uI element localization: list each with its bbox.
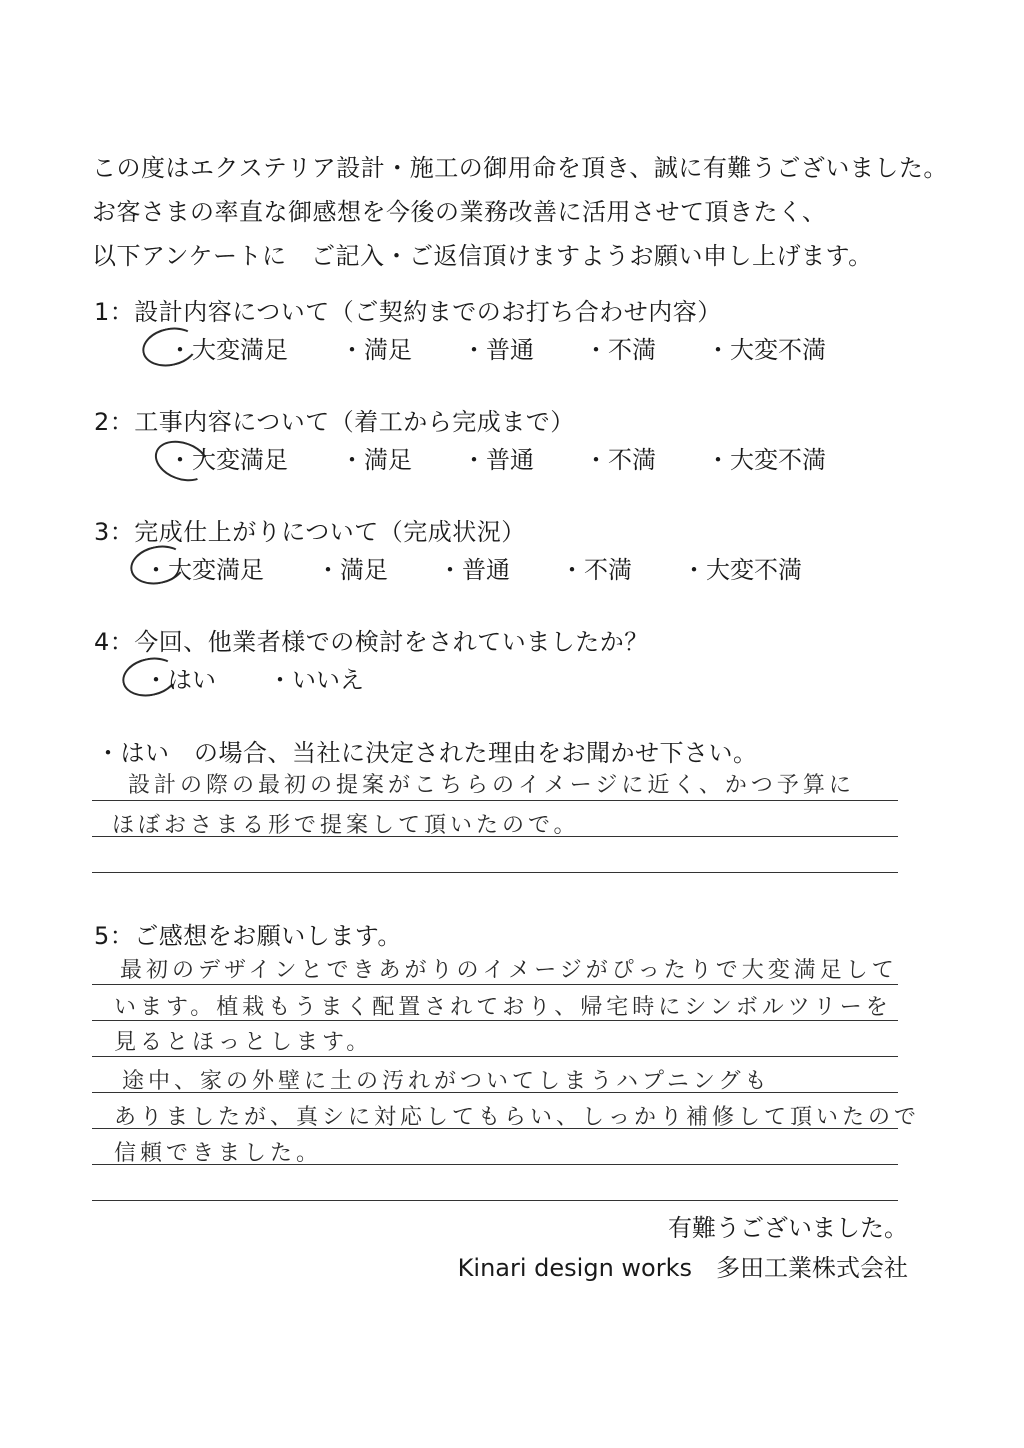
question-1-title: 1：設計内容について（ご契約までのお打ち合わせ内容） (94, 298, 722, 326)
answer-rule-line (92, 836, 898, 837)
answer-rule-line (92, 872, 898, 873)
question-4-options (0, 660, 1024, 696)
question-3-options (0, 550, 1024, 586)
answer-rule-line (92, 1164, 898, 1165)
q2-option-satisfied[interactable]: ・満足 (340, 446, 412, 474)
question-3-title: 3：完成仕上がりについて（完成状況） (94, 518, 526, 546)
q2-option-very-satisfied[interactable]: ・大変満足 (168, 446, 288, 474)
answer-rule-line (92, 1200, 898, 1201)
q2-option-very-dissatisfied[interactable]: ・大変不満 (706, 446, 826, 474)
answer-rule-line (92, 1056, 898, 1057)
handwritten-answer-line: 見るとほっとします。 (114, 1030, 373, 1055)
q1-option-very-dissatisfied[interactable]: ・大変不満 (706, 336, 826, 364)
handwritten-answer-line: 途中、家の外壁に土の汚れがついてしまうハプニングも (122, 1069, 771, 1094)
answer-rule-line (92, 800, 898, 801)
handwritten-answer-line: ほぼおさまる形で提案して頂いたので。 (112, 813, 580, 838)
company-name: Kinari design works 多田工業株式会社 (457, 1254, 908, 1282)
handwritten-answer-line: 最初のデザインとできあがりのイメージがぴったりで大変満足して (120, 958, 898, 983)
question-2-title: 2：工事内容について（着工から完成まで） (94, 408, 575, 436)
q4-option-no[interactable]: ・いいえ (268, 666, 364, 694)
intro-line: この度はエクステリア設計・施工の御用命を頂き、誠に有難うございました。 (92, 154, 948, 182)
q1-option-normal[interactable]: ・普通 (462, 336, 534, 364)
question-2-options (0, 440, 1024, 476)
q1-option-dissatisfied[interactable]: ・不満 (584, 336, 656, 364)
q3-option-dissatisfied[interactable]: ・不満 (560, 556, 632, 584)
answer-rule-line (92, 1092, 898, 1093)
q1-option-satisfied[interactable]: ・満足 (340, 336, 412, 364)
intro-line: お客さまの率直な御感想を今後の業務改善に活用させて頂きたく、 (92, 198, 827, 226)
question-4-title: 4：今回、他業者様での検討をされていましたか？ (94, 628, 649, 656)
q4-option-yes[interactable]: ・はい (144, 666, 216, 694)
q1-option-very-satisfied[interactable]: ・大変満足 (168, 336, 288, 364)
handwritten-answer-line: ありましたが、真シに対応してもらい、しっかり補修して頂いたので (114, 1105, 921, 1130)
q2-option-dissatisfied[interactable]: ・不満 (584, 446, 656, 474)
handwritten-answer-line: 設計の際の最初の提案がこちらのイメージに近く、かつ予算に (128, 773, 855, 798)
q3-option-normal[interactable]: ・普通 (438, 556, 510, 584)
q3-option-very-dissatisfied[interactable]: ・大変不満 (682, 556, 802, 584)
q3-option-very-satisfied[interactable]: ・大変満足 (144, 556, 264, 584)
question-1-options (0, 330, 1024, 366)
intro-text (92, 146, 948, 278)
intro-line: 以下アンケートに ご記入・ご返信頂けますようお願い申し上げます。 (92, 242, 873, 270)
answer-rule-line (92, 1128, 898, 1129)
reason-question-title: ・はい の場合、当社に決定された理由をお聞かせ下さい。 (96, 739, 758, 767)
q3-option-satisfied[interactable]: ・満足 (316, 556, 388, 584)
question-5-title: 5：ご感想をお願いします。 (94, 922, 402, 950)
handwritten-answer-line: います。植栽もうまく配置されており、帰宅時にシンボルツリーを (114, 995, 892, 1020)
handwritten-answer-line: 信頼できました。 (114, 1141, 323, 1166)
closing-thanks: 有難うございました。 (668, 1214, 908, 1242)
q2-option-normal[interactable]: ・普通 (462, 446, 534, 474)
answer-rule-line (92, 1020, 898, 1021)
answer-rule-line (92, 984, 898, 985)
